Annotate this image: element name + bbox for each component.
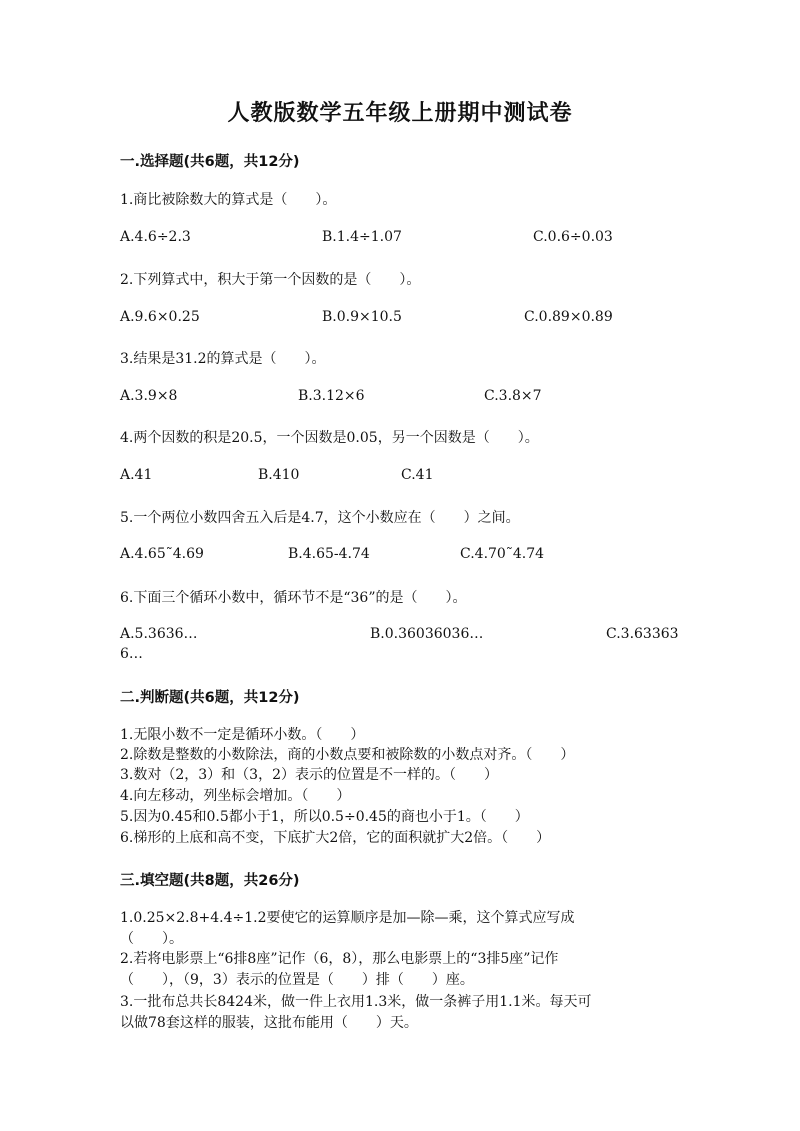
fill-blank-line: 1.0.25×2.8+4.4÷1.2要使它的运算顺序是加—除—乘，这个算式应写成 bbox=[120, 910, 575, 926]
page-title: 人教版数学五年级上册期中测试卷 bbox=[227, 101, 573, 126]
option-b: B.0.36036036… bbox=[370, 626, 484, 642]
question-stem: 4.两个因数的积是20.5，一个因数是0.05，另一个因数是（ ）。 bbox=[120, 430, 539, 446]
fill-blank-line: 2.若将电影票上“6排8座”记作（6，8），那么电影票上的“3排5座”记作 bbox=[120, 951, 559, 967]
judgement-item: 5.因为0.45和0.5都小于1，所以0.5÷0.45的商也小于1。（ ） bbox=[120, 809, 529, 825]
option-b: B.410 bbox=[258, 467, 300, 483]
judgement-item: 2.除数是整数的小数除法，商的小数点要和被除数的小数点对齐。（ ） bbox=[120, 747, 575, 763]
question-stem: 2.下列算式中，积大于第一个因数的是（ ）。 bbox=[120, 272, 421, 288]
section-heading-fill-blank: 三.填空题(共8题，共26分) bbox=[120, 873, 300, 889]
option-c-wrap: 6… bbox=[120, 646, 143, 662]
question-stem: 1.商比被除数大的算式是（ ）。 bbox=[120, 192, 337, 208]
option-a: A.41 bbox=[120, 467, 153, 483]
judgement-item: 1.无限小数不一定是循环小数。（ ） bbox=[120, 727, 365, 743]
option-c: C.0.6÷0.03 bbox=[533, 229, 613, 245]
judgement-item: 4.向左移动，列坐标会增加。（ ） bbox=[120, 788, 351, 804]
option-b: B.4.65-4.74 bbox=[288, 546, 370, 562]
fill-blank-line: （ ）。 bbox=[120, 931, 183, 947]
judgement-item: 3.数对（2，3）和（3，2）表示的位置是不一样的。（ ） bbox=[120, 767, 498, 783]
option-b: B.1.4÷1.07 bbox=[322, 229, 402, 245]
option-b: B.0.9×10.5 bbox=[322, 309, 402, 325]
option-c: C.41 bbox=[401, 467, 434, 483]
option-a: A.5.3636… bbox=[120, 626, 198, 642]
option-a: A.4.65˜4.69 bbox=[120, 546, 204, 562]
fill-blank-line: （ ），（9，3）表示的位置是（ ）排（ ）座。 bbox=[120, 972, 474, 988]
fill-blank-line: 以做78套这样的服装，这批布能用（ ）天。 bbox=[120, 1015, 418, 1031]
option-b: B.3.12×6 bbox=[298, 388, 365, 404]
option-a: A.4.6÷2.3 bbox=[120, 229, 191, 245]
question-stem: 5.一个两位小数四舍五入后是4.7，这个小数应在（ ）之间。 bbox=[120, 510, 520, 526]
section-heading-choice: 一.选择题(共6题，共12分) bbox=[120, 154, 300, 170]
option-a: A.9.6×0.25 bbox=[120, 309, 200, 325]
question-stem: 3.结果是31.2的算式是（ ）。 bbox=[120, 351, 326, 367]
option-c: C.3.63363 bbox=[606, 626, 679, 642]
option-c: C.3.8×7 bbox=[484, 388, 542, 404]
fill-blank-line: 3.一批布总共长8424米，做一件上衣用1.3米，做一条裤子用1.1米。每天可 bbox=[120, 994, 592, 1010]
option-a: A.3.9×8 bbox=[120, 388, 178, 404]
judgement-item: 6.梯形的上底和高不变，下底扩大2倍，它的面积就扩大2倍。（ ） bbox=[120, 830, 551, 846]
option-c: C.4.70˜4.74 bbox=[460, 546, 545, 562]
section-heading-judgement: 二.判断题(共6题，共12分) bbox=[120, 690, 300, 706]
question-stem: 6.下面三个循环小数中，循环节不是“36”的是（ ）。 bbox=[120, 590, 467, 606]
option-c: C.0.89×0.89 bbox=[524, 309, 613, 325]
